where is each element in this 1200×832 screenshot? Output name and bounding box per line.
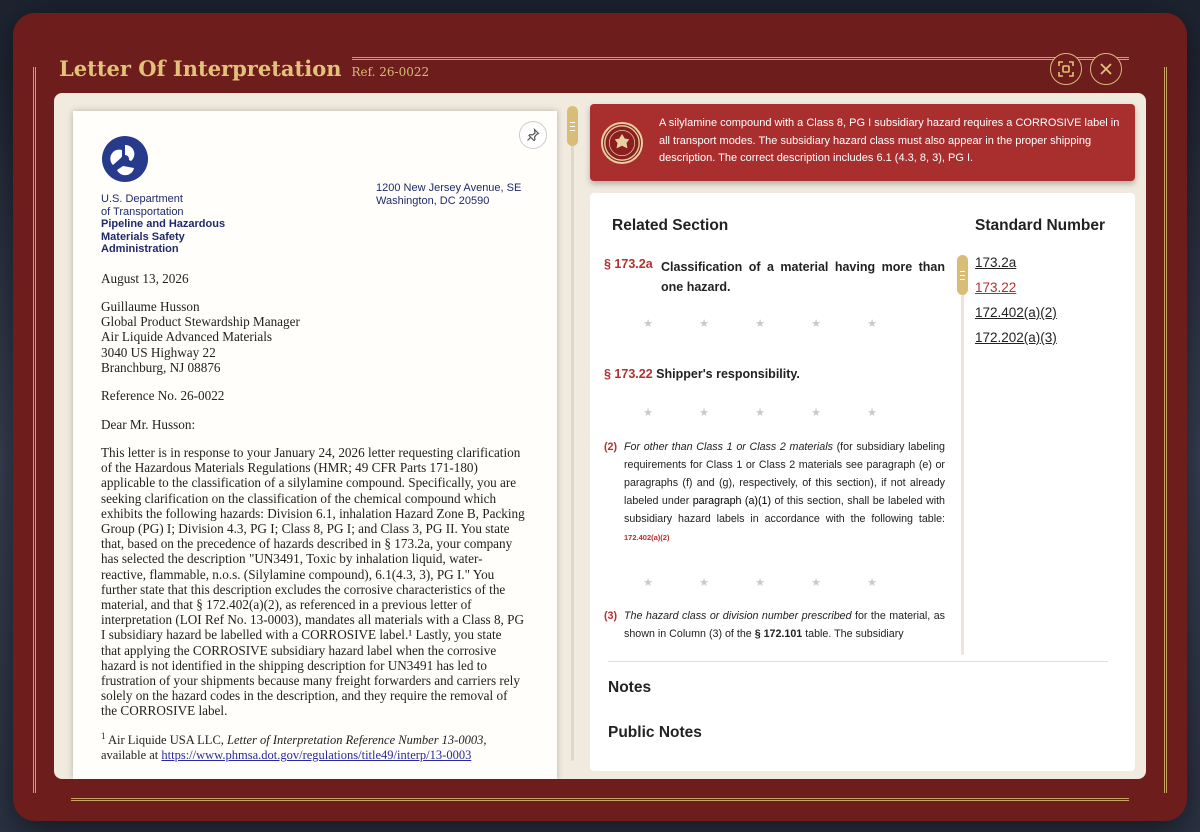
star-icon: ★	[643, 407, 653, 419]
star-icon: ★	[867, 407, 877, 419]
subsection-text: of this section, shall be labeled with subsidiary hazard labels in accordance with the following table:	[624, 495, 945, 525]
body-line: seeking clarification on the classification of the chemical compound which	[101, 490, 497, 506]
reference-line: Reference No. 26-0022	[101, 388, 225, 403]
notes-heading: Notes	[608, 679, 652, 696]
agency-address	[376, 182, 521, 208]
frame-border-right	[1164, 67, 1167, 793]
footnote-mark: 1	[101, 731, 106, 741]
body-line: material, and that § 172.402(a)(2), as referenced in a previous letter of	[101, 597, 472, 613]
subsection-3	[604, 607, 945, 647]
footnote-after: ,	[483, 733, 487, 748]
footnote-text: Air Liquide USA LLC,	[107, 733, 228, 748]
body-line: This letter is in response to your January 24, 2026 letter requesting clarification	[101, 445, 521, 460]
body-line: the CORROSIVE label.	[101, 703, 228, 719]
subsection-text: for the material, as shown in Column (3) of the	[624, 610, 945, 640]
footnote-available: available at	[101, 748, 162, 763]
standard-number-heading: Standard Number	[975, 217, 1106, 234]
pin-icon	[526, 128, 540, 142]
star-icon: ★	[755, 407, 765, 419]
recipient-line: Air Liquide Advanced Materials	[101, 329, 273, 345]
star-icon: ★	[867, 577, 877, 589]
body-line: frustration of your shipments because many freight forwarders and carriers rely	[101, 673, 520, 689]
subsection-italic: The hazard class or division number prescribed	[624, 610, 852, 622]
body-line: applicable to the classification of a silylamine compound. Specifically, you are	[101, 475, 517, 491]
agency-line: Pipeline and Hazardous	[101, 218, 226, 230]
letter-date: August 13, 2026	[101, 271, 189, 286]
letter-body	[101, 445, 541, 719]
recipient-line: Global Product Stewardship Manager	[101, 314, 300, 330]
divider	[608, 661, 1108, 662]
frame-border-bottom	[71, 798, 1129, 801]
letter-document[interactable]	[73, 111, 557, 779]
subsection-italic: For other than Class 1 or Class 2 materials	[624, 441, 833, 453]
standard-link-173-2a[interactable]: 173.2a	[975, 255, 1017, 270]
recipient-line: Branchburg, NJ 08876	[101, 359, 221, 375]
standards-scroll-track[interactable]	[961, 255, 964, 655]
standard-number-list	[975, 250, 1057, 350]
body-line: hazard is not identified in the shipping description for UN3491 has led to	[101, 657, 488, 673]
star-icon: ★	[755, 577, 765, 589]
section-number: § 173.2a	[604, 257, 653, 271]
footnote-italic: Letter of Interpretation Reference Number 13-0003	[227, 733, 484, 748]
standard-tag[interactable]: 172.402(a)(2)	[624, 533, 670, 542]
fullscreen-icon	[1058, 61, 1074, 77]
reference-link[interactable]: § 172.101	[754, 628, 803, 640]
standard-link-172-202[interactable]: 172.202(a)(3)	[975, 330, 1057, 345]
recipient-block	[101, 299, 531, 375]
body-line: Group (PG) I; Division 4.3, PG I; Class 8, PG I; and Class 3, PG II. You state	[101, 521, 510, 537]
close-icon	[1100, 63, 1112, 75]
body-line: solely on the hazard codes in the description, and they require the removal of	[101, 688, 508, 704]
section-number: § 173.22	[604, 367, 653, 381]
subsection-number: (3)	[604, 610, 618, 622]
salutation: Dear Mr. Husson:	[101, 417, 196, 432]
star-icon: ★	[811, 407, 821, 419]
reference-number: Ref. 26-0022	[352, 65, 438, 79]
star-icon: ★	[643, 318, 653, 330]
letter-scrollbar-handle[interactable]	[567, 106, 578, 146]
section-173-2a[interactable]	[604, 257, 945, 297]
agency-line: Administration	[101, 243, 179, 255]
body-line: exhibits the following hazards: Division 6.1, inhalation Hazard Zone B, Packing	[101, 505, 525, 521]
subsection-body	[624, 607, 945, 643]
address-line: Washington, DC 20590	[376, 195, 490, 207]
star-icon: ★	[811, 318, 821, 330]
section-divider-stars	[590, 317, 930, 330]
subsection-body	[624, 438, 945, 547]
dot-logo-icon	[101, 135, 149, 183]
standards-scrollbar-handle[interactable]	[957, 255, 968, 295]
standard-link-173-22[interactable]: 173.22	[975, 280, 1017, 295]
section-divider-stars	[590, 406, 930, 419]
close-button[interactable]	[1090, 53, 1122, 85]
modal-content	[54, 93, 1146, 779]
body-line: that, based on the precedence of hazards described in § 173.2a, your company	[101, 536, 513, 552]
frame-border-left	[33, 67, 36, 793]
fullscreen-button[interactable]	[1050, 53, 1082, 85]
body-line: further state that this description excludes the corrosive characteristics of the	[101, 581, 506, 597]
footnote	[101, 729, 541, 764]
star-icon: ★	[699, 407, 709, 419]
section-173-22[interactable]	[604, 367, 945, 381]
dept-line: U.S. Department	[101, 193, 183, 205]
subsection-2	[604, 438, 945, 547]
title-row	[59, 56, 437, 81]
paragraph-link[interactable]: paragraph (a)(1)	[692, 495, 772, 507]
body-line: I subsidiary hazard be labelled with a CORROSIVE label.¹ Lastly, you state	[101, 627, 502, 643]
related-panel	[590, 193, 1135, 771]
star-icon: ★	[643, 577, 653, 589]
seal-icon	[601, 122, 643, 164]
section-title: Shipper's responsibility.	[656, 367, 800, 381]
body-line: of the Hazardous Materials Regulations (HMR; 49 CFR Parts 171-180)	[101, 460, 478, 476]
dept-line: of Transportation	[101, 205, 184, 218]
body-line: that applying the CORROSIVE subsidiary hazard label when the corrosive	[101, 642, 497, 658]
pin-button[interactable]	[519, 121, 547, 149]
recipient-line: 3040 US Highway 22	[101, 344, 216, 360]
summary-text: A silylamine compound with a Class 8, PG I subsidiary hazard requires a CORROSIVE label in all transport modes. The subsidiary hazard class must also appear in the proper shipping description. The correct description includes 6.1 (4.3, 8, 3), PG I.	[659, 117, 1120, 164]
related-section-heading: Related Section	[612, 217, 729, 234]
star-icon: ★	[867, 318, 877, 330]
standard-link-172-402[interactable]: 172.402(a)(2)	[975, 305, 1057, 320]
letter-scroll-track[interactable]	[571, 111, 574, 761]
modal-title: Letter Of Interpretation	[59, 56, 352, 81]
agency-line: Materials Safety	[101, 230, 185, 243]
section-title: Classification of a material having more than one hazard.	[661, 260, 945, 294]
recipient-line: Guillaume Husson	[101, 299, 200, 314]
subsection-text: table. The subsidiary	[802, 628, 904, 640]
star-icon: ★	[699, 318, 709, 330]
public-notes-heading: Public Notes	[608, 724, 702, 741]
address-line: 1200 New Jersey Avenue, SE	[376, 182, 522, 194]
subsection-number: (2)	[604, 441, 618, 453]
body-line: interpretation (LOI Ref No. 13-0003), mandates all materials with a Class 8, PG	[101, 612, 524, 628]
section-divider-stars	[590, 576, 930, 589]
star-icon: ★	[699, 577, 709, 589]
star-icon: ★	[811, 577, 821, 589]
body-line: reactive, flammable, n.o.s. (Silylamine compound), 6.1(4.3, 3), PG I." You	[101, 566, 495, 582]
letter-modal	[13, 13, 1187, 821]
summary-banner	[590, 104, 1135, 181]
footnote-link[interactable]: https://www.phmsa.dot.gov/regulations/title49/interp/13-0003	[161, 748, 472, 763]
department-name	[101, 193, 225, 256]
subsection-text: (for subsidiary labeling requirements for Class 1 or Class 2 materials see paragraph (e) or paragraphs (f) and (g), respectively, of this section), if not already labeled under	[624, 441, 945, 507]
body-line: has selected the description "UN3491, Toxic by inhalation liquid, water-	[101, 551, 483, 567]
star-icon: ★	[755, 318, 765, 330]
